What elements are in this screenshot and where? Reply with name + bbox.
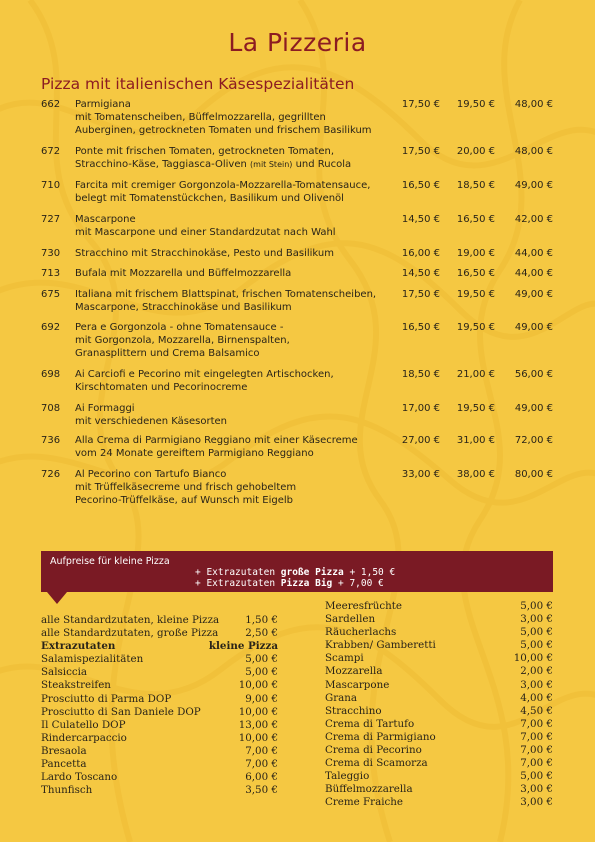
surcharge-prefix: + Extrazutaten [195,578,281,589]
price-big: 56,00 € [514,369,553,380]
item-line: Pecorino-Trüffelkäse, auf Wunsch mit Eigelb [75,494,293,506]
item-number: 692 [41,322,61,333]
extra-label: Krabben/ Gamberetti [325,639,436,652]
price-big: 42,00 € [514,214,553,225]
extra-row [41,627,278,640]
extra-label: Pancetta [41,758,87,771]
item-line: Italiana mit frischem Blattspinat, frischen Tomatenscheiben, [75,289,377,300]
price-big: 44,00 € [514,248,553,259]
price-small: 14,50 € [401,268,440,279]
item-line: Mascarpone, Stracchinokäse und Basilikum [75,301,292,313]
item-number: 713 [41,268,61,279]
item-number: 672 [41,146,61,157]
price-large: 20,00 € [456,146,495,157]
extra-price: 3,00 € [520,613,553,626]
extra-label: Bresaola [41,744,87,757]
item-number: 675 [41,289,61,300]
extra-row [325,757,553,770]
price-large: 21,00 € [456,369,495,380]
price-big: 72,00 € [514,435,553,446]
extra-price: 3,00 € [520,796,553,809]
extra-label: Crema di Parmigiano [325,730,436,743]
extra-row [325,665,553,678]
extra-row [325,770,553,783]
extra-price: 4,00 € [520,691,553,704]
item-line: Ai Formaggi [75,403,135,414]
extras-header-size: kleine Pizza [208,640,278,653]
item-line: Bufala mit Mozzarella und Büffelmozzarella [75,268,292,279]
extra-price: 7,00 € [245,758,278,771]
price-small: 33,00 € [401,469,440,480]
price-large: 16,50 € [456,214,495,225]
extra-row [41,719,278,732]
extra-label: alle Standardzutaten, große Pizza [41,627,219,640]
item-line: mit Trüffelkäsecreme und frisch gehobeltem [75,481,297,493]
extra-row [41,784,278,797]
extra-price: 7,00 € [520,730,553,743]
price-large: 19,00 € [456,248,495,259]
item-description [75,214,400,240]
surcharge-prefix: + Extrazutaten [195,567,281,578]
extras-header-label: Extrazutaten [41,640,116,653]
extra-price: 3,00 € [520,678,553,691]
item-line: vom 24 Monate gereiftem Parmigiano Reggiano [75,447,314,459]
surcharge-size: Pizza Big [280,578,333,589]
extra-price: 10,00 € [238,679,278,692]
extra-label: Il Culatello DOP [41,718,126,731]
extra-row [41,771,278,784]
price-small: 16,00 € [401,248,440,259]
price-big: 49,00 € [514,322,553,333]
price-large: 18,50 € [456,180,495,191]
price-big: 49,00 € [514,180,553,191]
extra-row [41,706,278,719]
extra-price: 9,00 € [245,692,278,705]
extra-label: Salamispezialitäten [41,653,144,666]
extra-label: Prosciutto di Parma DOP [41,692,172,705]
price-big: 48,00 € [514,146,553,157]
price-large: 19,50 € [456,322,495,333]
extra-label: Rindercarpaccio [41,731,127,744]
banner-pointer [47,592,67,604]
item-line: Ai Carciofi e Pecorino mit eingelegten Artischocken, [75,369,334,380]
extra-price: 7,00 € [520,744,553,757]
extra-price: 13,00 € [238,718,278,731]
item-description [75,99,400,137]
extra-price: 1,50 € [245,614,278,626]
item-line: Alla Crema di Parmigiano Reggiano mit einer Käsecreme [75,435,358,446]
surcharge-amount: + 1,50 € [343,567,396,578]
price-large: 19,50 € [456,289,495,300]
item-description [75,248,400,261]
extra-label: Prosciutto di San Daniele DOP [41,705,201,718]
extra-price: 5,00 € [520,600,553,612]
extra-price: 3,00 € [520,783,553,796]
extra-label: Mascarpone [325,678,390,691]
item-number: 708 [41,403,61,414]
item-line: Farcita mit cremiger Gorgonzola-Mozzarella-Tomatensauce, [75,180,371,191]
extra-price: 10,00 € [238,731,278,744]
price-small: 16,50 € [401,322,440,333]
item-line: belegt mit Tomatenstückchen, Basilikum und Olivenöl [75,192,344,204]
extra-price: 7,00 € [520,717,553,730]
extra-price: 3,50 € [245,784,278,797]
extra-label: Salsiccia [41,666,88,679]
extra-row [41,614,278,627]
extra-label: Sardellen [325,613,376,626]
extra-price: 2,00 € [520,665,553,678]
price-big: 49,00 € [514,289,553,300]
extra-price: 5,00 € [245,653,278,666]
extra-row [325,652,553,665]
item-line: Stracchino mit Stracchinokäse, Pesto und Basilikum [75,248,334,259]
price-small: 14,50 € [401,214,440,225]
surcharge-banner [41,551,553,592]
extra-label: alle Standardzutaten, kleine Pizza [41,614,220,626]
item-line: Al Pecorino con Tartufo Bianco [75,469,227,480]
extra-row [325,600,553,613]
surcharge-amount: + 7,00 € [332,578,384,589]
price-small: 17,50 € [401,146,440,157]
item-line: Parmigiana [75,99,131,110]
item-line: Mascarpone [75,214,136,225]
item-number: 710 [41,180,61,191]
item-line: Ponte mit frischen Tomaten, getrockneten Tomaten, [75,146,335,157]
extra-row [41,693,278,706]
extra-label: Taleggio [325,770,370,783]
extra-price: 5,00 € [520,770,553,783]
extra-label: Lardo Toscano [41,771,118,784]
price-big: 49,00 € [514,403,553,414]
item-number: 662 [41,99,61,110]
item-description [75,180,400,206]
extra-label: Steakstreifen [41,679,111,692]
surcharge-large-pizza [195,567,395,578]
extra-row [41,745,278,758]
extra-label: Thunfisch [41,784,93,797]
extra-row [41,732,278,745]
item-number: 726 [41,469,61,480]
extra-label: Meeresfrüchte [325,600,403,612]
extra-label: Creme Fraiche [325,796,404,809]
extra-row [325,796,553,809]
extra-row [41,653,278,666]
extra-row [41,758,278,771]
item-number: 727 [41,214,61,225]
price-big: 80,00 € [514,469,553,480]
extra-row [325,783,553,796]
section-subtitle: Pizza mit italienischen Käsespezialitäten [41,75,355,93]
extra-price: 5,00 € [245,666,278,679]
extra-label: Grana [325,691,358,704]
item-line: Granasplittern und Crema Balsamico [75,347,260,359]
extra-row [325,744,553,757]
extra-label: Büffelmozzarella [325,783,413,796]
extra-price: 2,50 € [245,627,278,640]
price-small: 16,50 € [401,180,440,191]
surcharge-big-pizza [195,578,384,589]
extra-label: Crema di Scamorza [325,757,428,770]
surcharge-size: große Pizza [280,567,344,578]
extra-row [325,705,553,718]
item-number: 736 [41,435,61,446]
item-description [75,146,400,172]
extra-label: Scampi [325,652,364,665]
item-description [75,369,400,395]
price-small: 27,00 € [401,435,440,446]
price-large: 19,50 € [456,99,495,110]
extra-label: Stracchino [325,704,382,717]
extra-label: Crema di Pecorino [325,744,422,757]
price-small: 18,50 € [401,369,440,380]
extra-row [41,666,278,679]
item-line: Kirschtomaten und Pecorinocreme [75,381,248,393]
item-number: 698 [41,369,61,380]
extra-label: Mozzarella [325,665,383,678]
item-line: mit Tomatenscheiben, Büffelmozzarella, gegrillten [75,111,326,123]
item-description [75,403,400,429]
price-large: 16,50 € [456,268,495,279]
item-line: Auberginen, getrockneten Tomaten und frischem Basilikum [75,124,372,136]
extra-price: 5,00 € [520,626,553,639]
item-description [75,469,400,507]
page-title: La Pizzeria [228,28,367,57]
extra-row [325,679,553,692]
price-big: 48,00 € [514,99,553,110]
price-large: 38,00 € [456,469,495,480]
item-description [75,322,400,360]
price-small: 17,50 € [401,99,440,110]
extra-row [41,679,278,692]
extra-row [325,692,553,705]
extra-price: 4,50 € [520,704,553,717]
price-big: 44,00 € [514,268,553,279]
item-line: Pera e Gorgonzola - ohne Tomatensauce - [75,322,284,333]
extra-price: 6,00 € [245,771,278,784]
banner-title: Aufpreise für kleine Pizza [50,556,170,567]
extra-row [325,718,553,731]
price-small: 17,00 € [401,403,440,414]
extra-row [325,626,553,639]
extras-header-row [41,640,278,653]
extra-row [325,731,553,744]
extra-price: 7,00 € [520,757,553,770]
item-description [75,268,400,281]
extra-label: Crema di Tartufo [325,717,415,730]
extra-price: 5,00 € [520,639,553,652]
price-large: 31,00 € [456,435,495,446]
extra-price: 10,00 € [513,652,553,665]
extra-price: 7,00 € [245,744,278,757]
item-line: mit Mascarpone und einer Standardzutat nach Wahl [75,226,336,238]
extra-price: 10,00 € [238,705,278,718]
price-large: 19,50 € [456,403,495,414]
item-number: 730 [41,248,61,259]
extra-row [325,613,553,626]
extras-list-left [41,614,278,797]
item-description [75,435,400,461]
extra-row [325,639,553,652]
item-line: mit Gorgonzola, Mozzarella, Birnenspalten, [75,334,290,346]
olive-note: (mit Stein) [250,159,293,169]
item-description [75,289,400,315]
item-line: Stracchino-Käse, Taggiasca-Oliven (mit Stein) und Rucola [75,158,352,170]
extras-list-right [325,600,553,810]
extra-label: Räucherlachs [325,626,397,639]
price-small: 17,50 € [401,289,440,300]
item-line: mit verschiedenen Käsesorten [75,415,228,427]
